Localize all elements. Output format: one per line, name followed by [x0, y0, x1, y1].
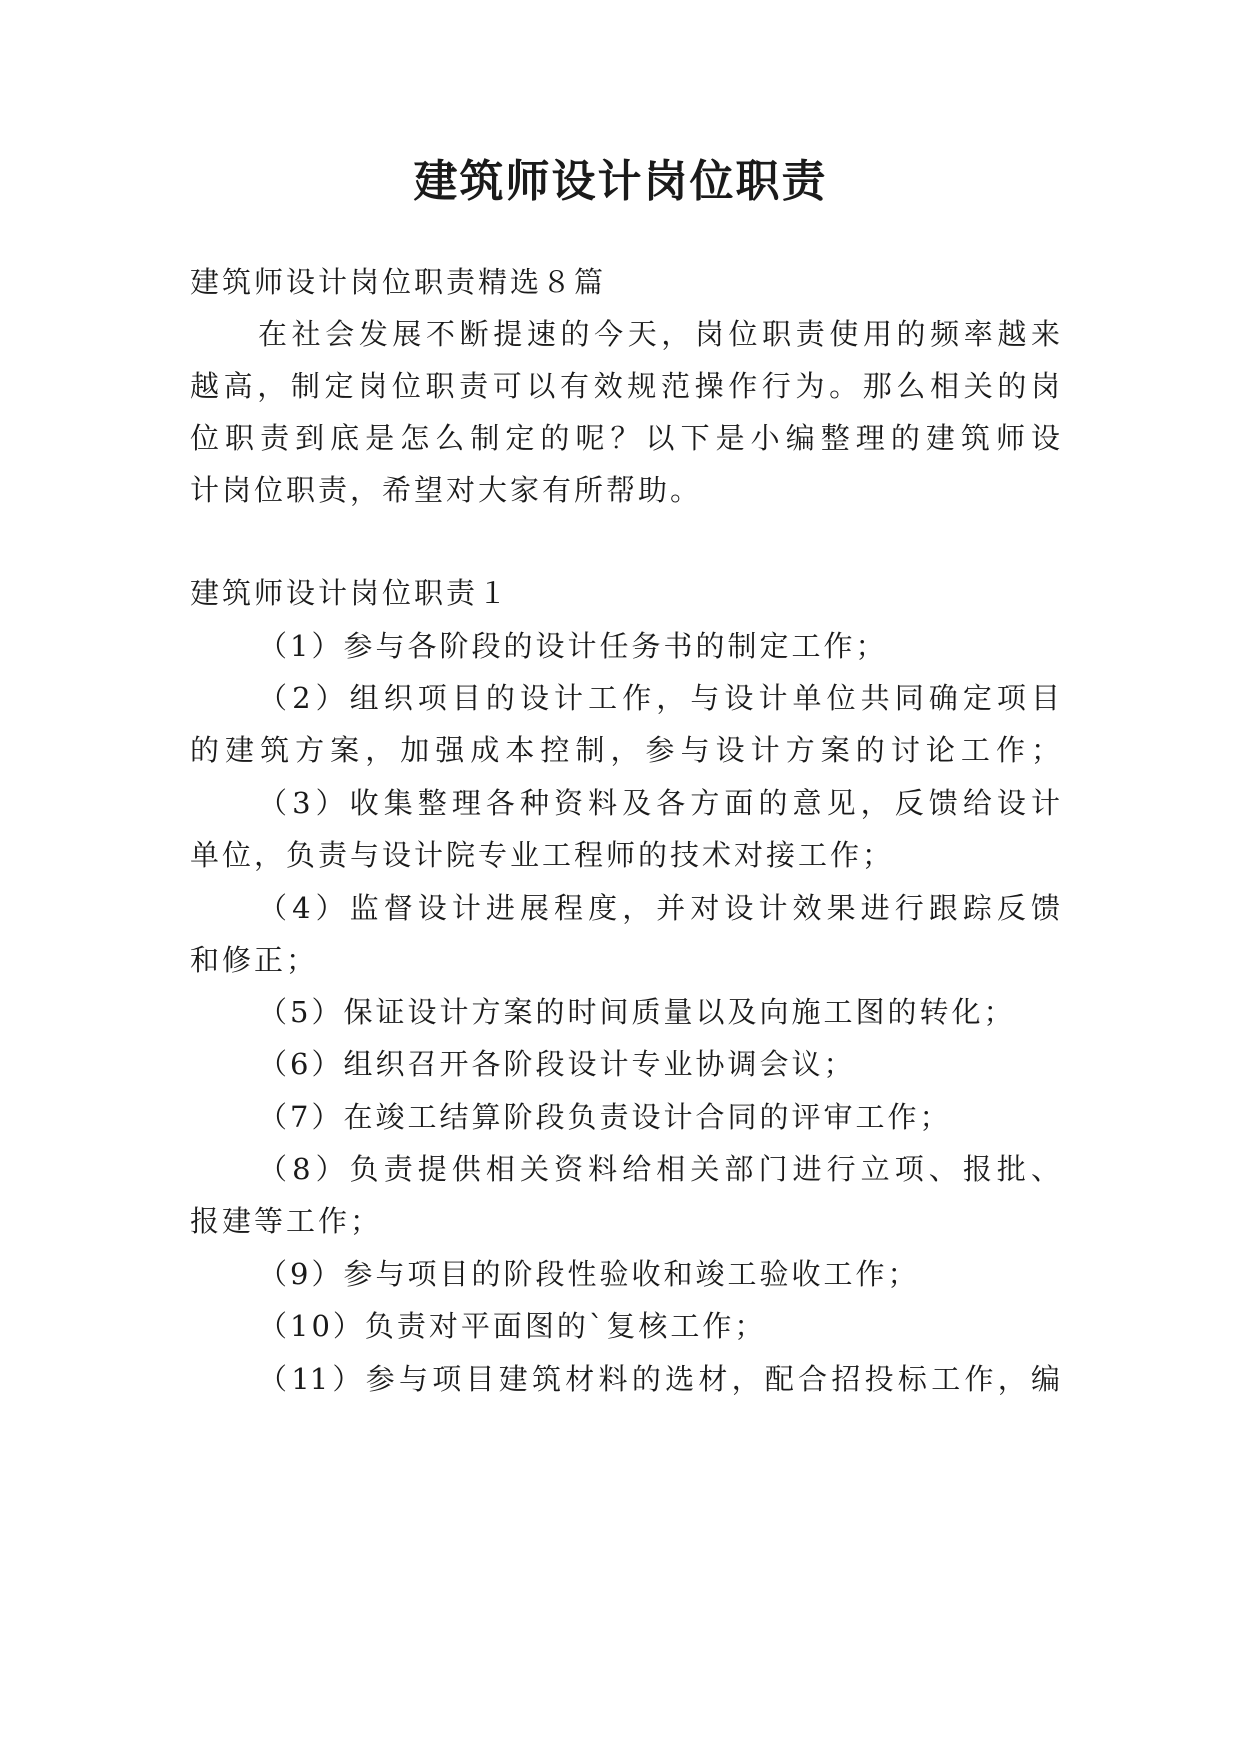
duty-item-4-line-2: 和修正；	[190, 943, 319, 977]
duty-item-4-line-1: （4）监督设计进展程度，并对设计效果进行跟踪反馈	[258, 891, 1060, 925]
document-title: 建筑师设计岗位职责	[413, 156, 828, 207]
duty-item-3-line-2: 单位，负责与设计院专业工程师的技术对接工作；	[190, 838, 895, 872]
document-subtitle: 建筑师设计岗位职责精选８篇	[190, 265, 607, 299]
duty-item-5: （5）保证设计方案的时间质量以及向施工图的转化；	[258, 995, 1016, 1029]
duty-item-1: （1）参与各阶段的设计任务书的制定工作；	[258, 629, 888, 663]
duty-item-2-line-1: （2）组织项目的设计工作，与设计单位共同确定项目	[258, 681, 1060, 715]
duty-item-8-line-2: 报建等工作；	[190, 1204, 383, 1238]
duty-item-10: （10）负责对平面图的`复核工作；	[258, 1309, 767, 1343]
duty-item-8-line-1: （8）负责提供相关资料给相关部门进行立项、报批、	[258, 1152, 1060, 1186]
section-heading: 建筑师设计岗位职责１	[190, 576, 511, 610]
intro-line-2: 越高，制定岗位职责可以有效规范操作行为。那么相关的岗	[190, 369, 1060, 403]
duty-item-7: （7）在竣工结算阶段负责设计合同的评审工作；	[258, 1100, 952, 1134]
duty-item-11-line-1: （11）参与项目建筑材料的选材，配合招投标工作，编	[258, 1362, 1060, 1396]
duty-item-2-line-2: 的建筑方案，加强成本控制，参与设计方案的讨论工作；	[190, 733, 1060, 767]
duty-item-6: （6）组织召开各阶段设计专业协调会议；	[258, 1047, 856, 1081]
intro-line-3: 位职责到底是怎么制定的呢？以下是小编整理的建筑师设	[190, 421, 1060, 455]
duty-item-9: （9）参与项目的阶段性验收和竣工验收工作；	[258, 1257, 920, 1291]
intro-line-4: 计岗位职责，希望对大家有所帮助。	[190, 473, 703, 507]
duty-item-3-line-1: （3）收集整理各种资料及各方面的意见，反馈给设计	[258, 786, 1060, 820]
intro-line-1: 在社会发展不断提速的今天，岗位职责使用的频率越来	[258, 317, 1060, 351]
